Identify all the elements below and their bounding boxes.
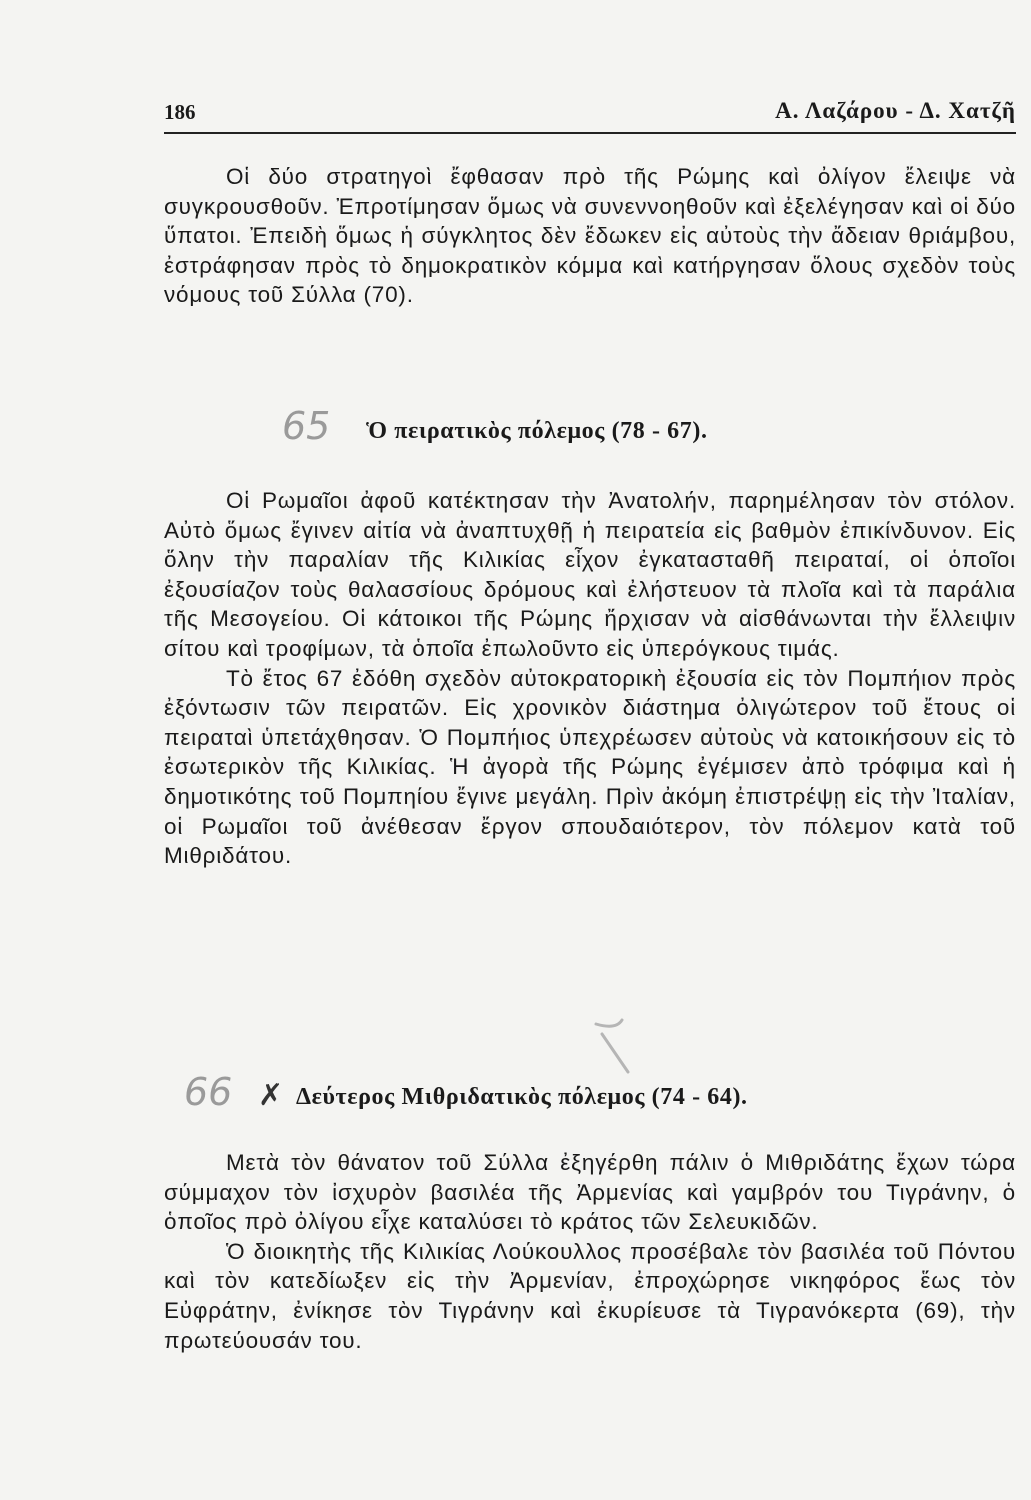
pencil-mark xyxy=(588,1012,638,1078)
section-heading-second-mithridatic-war: Δεύτερος Μιθριδατικὸς πόλεμος (74 - 64). xyxy=(296,1084,748,1110)
page-header xyxy=(164,96,1016,134)
section-65-body xyxy=(164,486,1016,871)
cross-mark-icon: ✗ xyxy=(258,1078,284,1113)
paragraph: Οἱ δύο στρατηγοὶ ἔφθασαν πρὸ τῆς Ρώμης καὶ ὀλίγον ἔλειψε νὰ συγκρουσθοῦν. Ἐπροτίμησαν ὅμως νὰ συνεννοηθοῦν καὶ ἐξελέγησαν καὶ οἱ δύο ὕπατοι. Ἐπειδὴ ὅμως ἡ σύγκλητος δὲν ἔδωκεν εἰς αὐτοὺς τὴν ἄδειαν θριάμβου, ἐστράφησαν πρὸς τὸ δημοκρατικὸν κόμμα καὶ κατήργησαν ὅλους σχεδὸν τοὺς νόμους τοῦ Σύλλα (70). xyxy=(164,164,1016,308)
margin-number-66: 66 xyxy=(184,1070,233,1114)
section-66-body xyxy=(164,1148,1016,1355)
paragraph: Ὁ διοικητὴς τῆς Κιλικίας Λούκουλλος προσέβαλε τὸν βασιλέα τοῦ Πόντου καὶ τὸν κατεδίωξεν εἰς τὴν Ἀρμενίαν, ἐπροχώρησε νικηφόρος ἕως τὸν Εὐφράτην, ἐνίκησε τὸν Τιγράνην καὶ ἐκυρίευσε τὰ Τιγρανόκερτα (69), τὴν πρωτεύουσάν του. xyxy=(164,1238,1016,1353)
running-head: Α. Λαζάρου - Δ. Χατζῆ xyxy=(775,98,1016,123)
paragraph: Μετὰ τὸν θάνατον τοῦ Σύλλα ἐξηγέρθη πάλιν ὁ Μιθριδάτης ἔχων τώρα σύμμαχον τὸν ἰσχυρὸν βασιλέα τῆς Ἀρμενίας καὶ γαμβρόν του Τιγράνην, ὁ ὁποῖος πρὸ ὀλίγου εἶχε καταλύσει τὸ κράτος τῶν Σελευκιδῶν. xyxy=(164,1150,1016,1235)
margin-number-65: 65 xyxy=(282,404,331,448)
section-heading-pirate-war: Ὁ πειρατικὸς πόλεμος (78 - 67). xyxy=(366,418,708,444)
paragraph: Οἱ Ρωμαῖοι ἀφοῦ κατέκτησαν τὴν Ἀνατολήν, παρημέλησαν τὸν στόλον. Αὐτὸ ὅμως ἔγινεν αἰτία νὰ ἀναπτυχθῇ ἡ πειρατεία εἰς βαθμὸν ἐπικίνδυνον. Εἰς ὅλην τὴν παραλίαν τῆς Κιλικίας εἶχον ἐγκατασταθῆ πειραταί, οἱ ὁποῖοι ἐξουσίαζον τοὺς θαλασσίους δρόμους καὶ ἐλήστευον τὰ πλοῖα καὶ τὰ παράλια τῆς Μεσογείου. Οἱ κάτοικοι τῆς Ρώμης ἤρχισαν νὰ αἰσθάνωνται τὴν ἔλλειψιν σίτου καὶ τροφίμων, τὰ ὁποῖα ἐπωλοῦντο εἰς ὑπερόγκους τιμάς. xyxy=(164,488,1016,661)
page-number: 186 xyxy=(164,100,196,124)
paragraph: Τὸ ἔτος 67 ἐδόθη σχεδὸν αὐτοκρατορικὴ ἐξουσία εἰς τὸν Πομπήιον πρὸς ἐξόντωσιν τῶν πειρατῶν. Εἰς χρονικὸν διάστημα ὀλιγώτερον τοῦ ἔτους οἱ πειραταὶ ὑπετάχθησαν. Ὁ Πομπήιος ὑπεχρέωσεν αὐτοὺς νὰ κατοικήσουν εἰς τὸ ἐσωτερικὸν τῆς Κιλικίας. Ἡ ἀγορὰ τῆς Ρώμης ἐγέμισεν ἀπὸ τρόφιμα καὶ ἡ δημοτικότης τοῦ Πομπηίου ἔγινε μεγάλη. Πρὶν ἀκόμη ἐπιστρέψῃ εἰς τὴν Ἰταλίαν, οἱ Ρωμαῖοι τοῦ ἀνέθεσαν ἔργον σπουδαιότερον, τὸν πόλεμον κατὰ τοῦ Μιθριδάτου. xyxy=(164,665,1016,869)
section-1-tail xyxy=(164,162,1016,310)
